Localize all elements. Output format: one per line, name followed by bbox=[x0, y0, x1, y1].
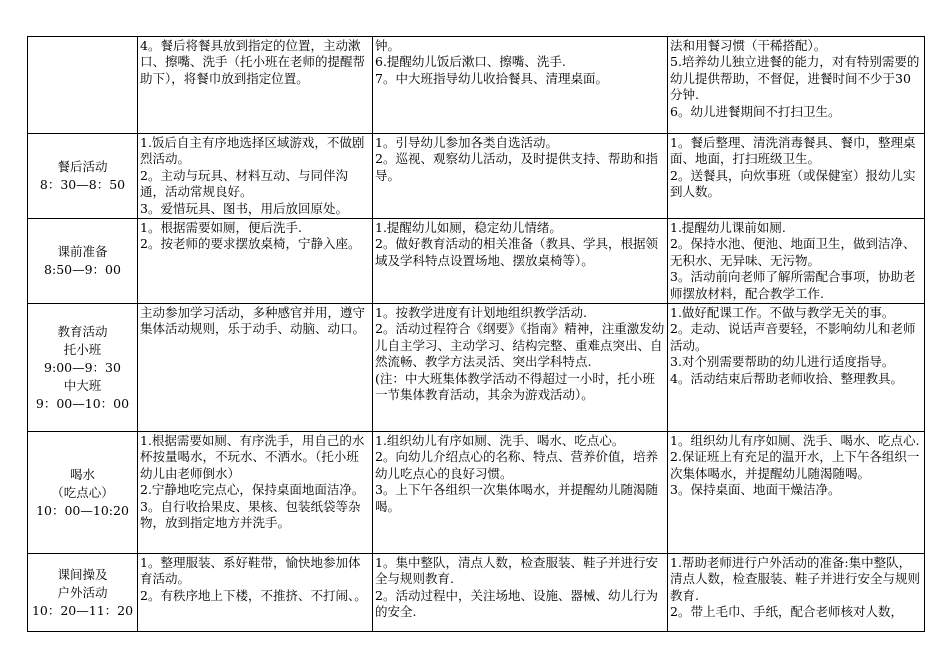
cell-text-line: 1。按教学进度有计划地组织教学活动. bbox=[375, 305, 587, 321]
cell-text-line: 2。走动、说话声音要轻，不影响幼儿和老师活动。 bbox=[670, 321, 916, 353]
time-cell bbox=[28, 219, 138, 304]
cell-text-line: 1.提醒幼儿课前如厕. bbox=[670, 220, 786, 236]
schedule-row bbox=[28, 219, 925, 304]
child-activity-cell bbox=[138, 304, 373, 432]
cell-text-line: 3。爱惜玩具、图书，用后放回原处。 bbox=[140, 200, 348, 216]
cell-text-line: 课前准备 bbox=[57, 244, 108, 260]
cell-text-line: 餐后活动 bbox=[57, 159, 108, 175]
time-cell bbox=[28, 432, 138, 554]
cell-text-line: 6.提醒幼儿饭后漱口、擦嘴、洗手. bbox=[375, 54, 566, 70]
cell-text-line: 2。巡视、观察幼儿活动，及时提供支持、帮助和指导。 bbox=[375, 151, 658, 183]
cell-text-line: 2。做好教育活动的相关准备（教具、学具，根据领域及学科特点设置场地、摆放桌椅等）。 bbox=[375, 236, 658, 268]
cell-text-line: 1。整理服装、系好鞋带，愉快地参加体育活动。 bbox=[140, 555, 361, 587]
child-activity-cell bbox=[138, 554, 373, 632]
cell-text-line: 1。集中整队，清点人数，检查服装、鞋子并进行安全与规则教育. bbox=[375, 555, 658, 587]
cell-text-line: 5.培养幼儿独立进餐的能力，对有特别需要的幼儿提供帮助，不督促，进餐时间不少于30分钟. bbox=[670, 54, 920, 103]
cell-text-line: 6。幼儿进餐期间不打扫卫生。 bbox=[670, 103, 841, 119]
schedule-row bbox=[28, 432, 925, 554]
cell-text-line: 教育活动 bbox=[57, 323, 108, 339]
child-activity-cell bbox=[138, 37, 373, 134]
cell-text-line: 7。中大班指导幼儿收拾餐具、清理桌面。 bbox=[375, 70, 608, 86]
cell-text-line: 2。活动过程符合《纲要》《指南》精神，注重激发幼儿自主学习、主动学习、结构完整、重难点突出、自然流畅、教学方法灵活、突出学科特点. bbox=[375, 321, 665, 370]
cell-text-line: 2.保证班上有充足的温开水，上下午各组织一次集体喝水，并提醒幼儿随渴随喝。 bbox=[670, 449, 920, 481]
cell-text-line: 2。送餐具，向炊事班（或保健室）报幼儿实到人数。 bbox=[670, 167, 916, 200]
cell-text-line: 1。引导幼儿参加各类自选活动。 bbox=[375, 135, 558, 150]
cell-text-line: 9：00—10：00 bbox=[35, 395, 130, 411]
cell-text-line: 2。活动过程中，关注场地、设施、器械、幼儿行为的安全. bbox=[375, 587, 658, 620]
time-cell bbox=[28, 37, 138, 134]
teacher-duty-cell bbox=[373, 219, 668, 304]
cell-text-line: 中大班 bbox=[63, 377, 102, 393]
cell-text-line: 1。组织幼儿有序如厕、洗手、喝水、吃点心. bbox=[670, 433, 920, 449]
cell-text-line: 2。有秩序地上下楼，不推挤、不打闹、。 bbox=[140, 587, 367, 603]
cell-text-line: 法和用餐习惯（干稀搭配）。 bbox=[670, 38, 827, 53]
cell-text-line: 2。向幼儿介绍点心的名称、特点、营养价值，培养幼儿吃点心的良好习惯。 bbox=[375, 449, 658, 481]
child-activity-cell bbox=[138, 134, 373, 219]
cell-text-line: 2。按老师的要求摆放桌椅，宁静入座。 bbox=[140, 236, 361, 252]
teacher-duty-cell bbox=[373, 304, 668, 432]
cell-text-line: 2。带上毛巾、手纸，配合老师核对人数， bbox=[670, 604, 903, 620]
cell-text-line: 钟。 bbox=[375, 38, 401, 53]
cell-text-line: 10：20—11：20 bbox=[31, 602, 134, 618]
cell-text-line: 1.提醒幼儿如厕，稳定幼儿情绪。 bbox=[375, 220, 562, 236]
cell-text-line: 1。餐后整理、清洗消毒餐具、餐巾，整理桌面、地面，打扫班级卫生。 bbox=[670, 135, 916, 167]
cell-text-line: 9:00—9：30 bbox=[44, 359, 121, 375]
cell-text-line: 2。主动与玩具、材料互动、与同伴沟通，活动常规良好。 bbox=[140, 167, 348, 200]
cell-text-line: 8：30—8：50 bbox=[39, 177, 126, 193]
cell-text-line: (注：中大班集体教学活动不得超过一小时，托小班一节集体教育活动，其余为游戏活动）。 bbox=[375, 370, 655, 403]
time-cell bbox=[28, 304, 138, 432]
cell-text-line: 3。活动前向老师了解所需配合事项，协助老师摆放材料，配合教学工作. bbox=[670, 269, 916, 301]
schedule-row bbox=[28, 554, 925, 632]
cell-text-line: 户外活动 bbox=[57, 584, 108, 600]
schedule-table bbox=[27, 36, 925, 632]
cell-text-line: 主动参加学习活动，多种感官并用，遵守集体活动规则，乐于动手、动脑、动口。 bbox=[140, 305, 366, 337]
assistant-duty-cell bbox=[668, 134, 925, 219]
cell-text-line: 4。活动结束后帮助老师收拾、整理教具。 bbox=[670, 370, 903, 386]
child-activity-cell bbox=[138, 219, 373, 304]
assistant-duty-cell bbox=[668, 554, 925, 632]
schedule-row bbox=[28, 304, 925, 432]
teacher-duty-cell bbox=[373, 432, 668, 554]
cell-text-line: 3。自行收拾果皮、果核、包装纸袋等杂物，放到指定地方并洗手。 bbox=[140, 498, 361, 531]
time-cell bbox=[28, 134, 138, 219]
cell-text-line: 10：00—10:20 bbox=[36, 502, 129, 518]
cell-text-line: 1.帮助老师进行户外活动的准备:集中整队，清点人数，检查服装、鞋子并进行安全与规则教育. bbox=[670, 555, 921, 603]
cell-text-line: 2。保持水池、便池、地面卫生，做到洁净、无积水、无异味、无污物。 bbox=[670, 236, 916, 268]
cell-text-line: 课间操及 bbox=[57, 566, 108, 582]
cell-text-line: 1.做好配课工作。不做与教学无关的事。 bbox=[670, 305, 895, 321]
assistant-duty-cell bbox=[668, 37, 925, 134]
cell-text-line: 1.根据需要如厕、有序洗手，用自己的水杯按量喝水，不玩水、不洒水。（托小班幼儿由老师倒水） bbox=[140, 433, 365, 481]
schedule-row bbox=[28, 37, 925, 134]
cell-text-line: 2.宁静地吃完点心，保持桌面地面洁净。 bbox=[140, 482, 365, 498]
cell-text-line: 1.组织幼儿有序如厕、洗手、喝水、吃点心。 bbox=[375, 433, 625, 449]
cell-text-line: 3.对个别需要帮助的幼儿进行适度指导。 bbox=[670, 354, 895, 370]
assistant-duty-cell bbox=[668, 219, 925, 304]
teacher-duty-cell bbox=[373, 37, 668, 134]
schedule-row bbox=[28, 134, 925, 219]
cell-text-line: （吃点心） bbox=[51, 484, 114, 500]
cell-text-line: 1。根据需要如厕，便后洗手. bbox=[140, 220, 302, 236]
child-activity-cell bbox=[138, 432, 373, 554]
cell-text-line: 3。上下午各组织一次集体喝水，并提醒幼儿随渴随喝。 bbox=[375, 482, 658, 514]
assistant-duty-cell bbox=[668, 432, 925, 554]
time-cell bbox=[28, 554, 138, 632]
cell-text-line: 1.饭后自主有序地选择区域游戏，不做剧烈活动。 bbox=[140, 135, 365, 167]
schedule-body bbox=[28, 37, 925, 632]
cell-text-line: 3。保持桌面、地面干燥洁净。 bbox=[670, 482, 841, 498]
teacher-duty-cell bbox=[373, 134, 668, 219]
cell-text-line: 喝水 bbox=[69, 466, 95, 482]
assistant-duty-cell bbox=[668, 304, 925, 432]
teacher-duty-cell bbox=[373, 554, 668, 632]
cell-text-line: 托小班 bbox=[63, 341, 102, 357]
cell-text-line: 4。餐后将餐具放到指定的位置，主动漱口、擦嘴、洗手（托小班在老师的提醒帮助下），将餐巾放到指定位置。 bbox=[140, 38, 366, 86]
cell-text-line: 8:50—9：00 bbox=[44, 262, 121, 278]
